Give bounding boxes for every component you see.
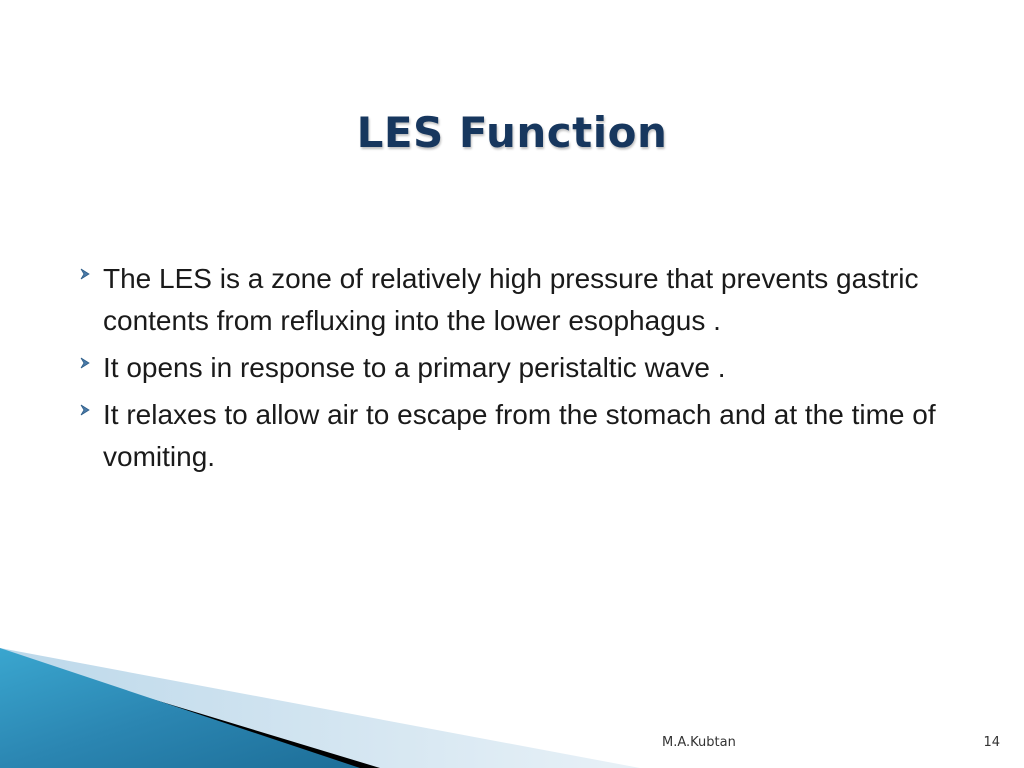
bullet-text: It opens in response to a primary peristaltic wave .	[103, 352, 726, 383]
slide-title: LES Function	[356, 108, 668, 157]
footer-author: M.A.Kubtan	[662, 735, 736, 750]
bullet-text: It relaxes to allow air to escape from the stomach and at the time of vomiting.	[103, 399, 936, 472]
page-number: 14	[983, 735, 1000, 750]
bullet-text: The LES is a zone of relatively high pressure that prevents gastric contents from refluxing into the lower esophagus .	[103, 263, 919, 336]
